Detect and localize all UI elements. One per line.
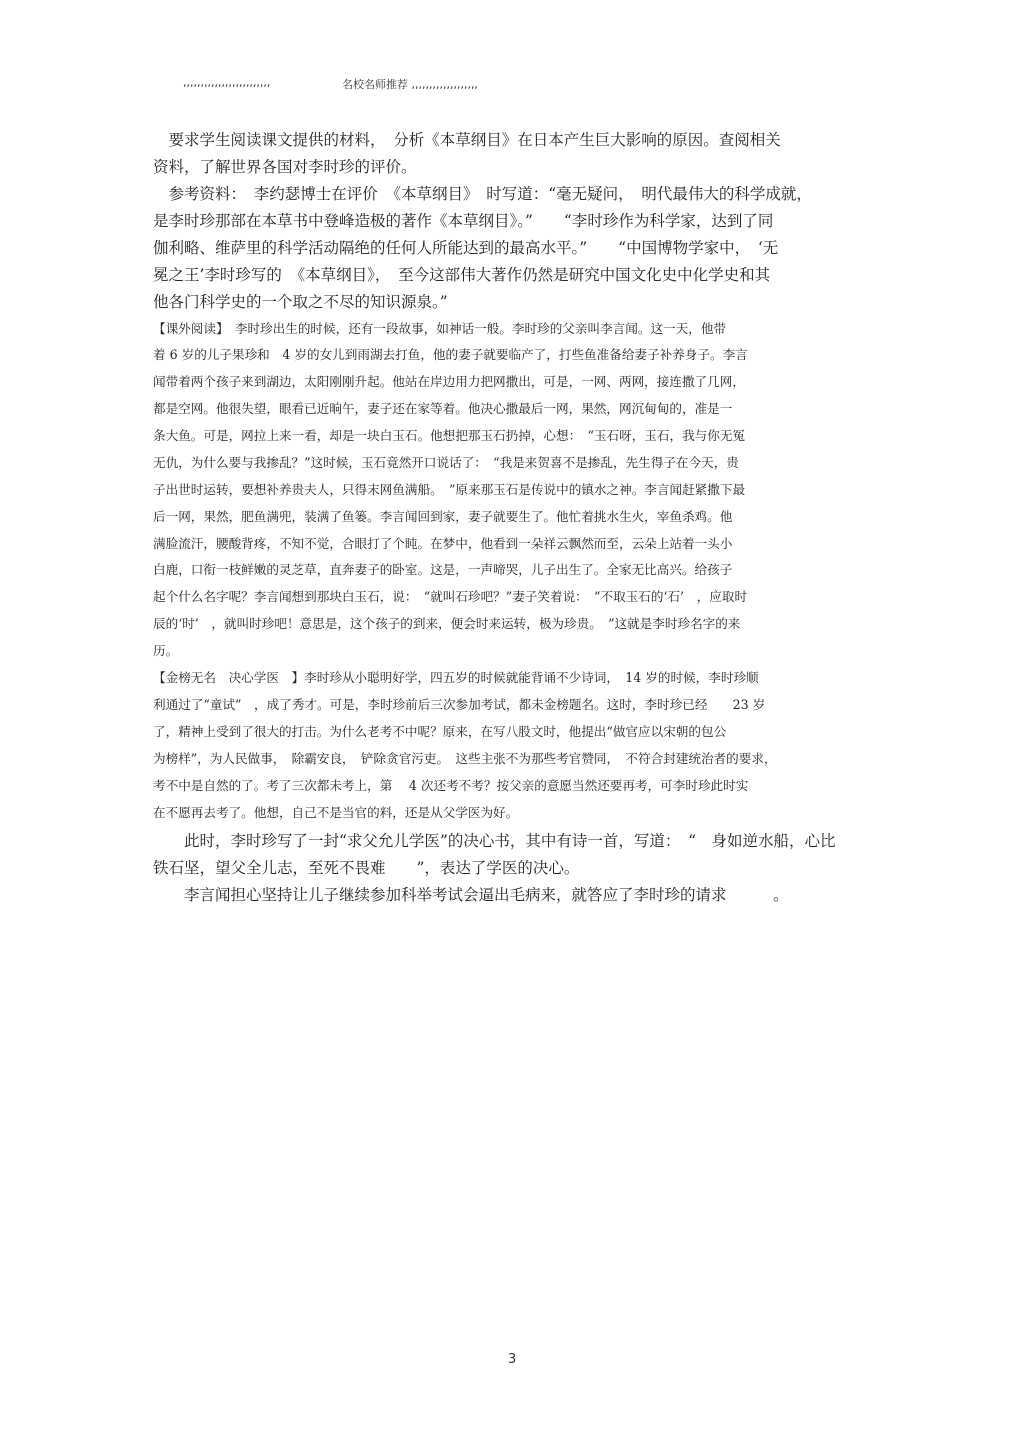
text-line: 起个什么名字呢？李言闻想到那块白玉石，说： “就叫石珍吧？”妻子笑着说： “不取玉石的‘石’ ，应取时 bbox=[153, 589, 748, 604]
text-line: 无仇，为什么要与我掺乱？”这时候，玉石竟然开口说话了： “我是来贺喜不是掺乱，先生得子在今天，贵 bbox=[153, 455, 739, 470]
text-line: 利通过了“童试” ，成了秀才。可是，李时珍前后三次参加考试，都未金榜题名。这时，李时珍已经 23 岁 bbox=[153, 697, 766, 712]
text-line: 冕之王’李时珍写的 《本草纲目》， 至今这部伟大著作仍然是研究中国文化史中化学史和其 bbox=[153, 266, 771, 284]
text-line: 历。 bbox=[153, 643, 179, 658]
text-line: 铁石坚，望父全儿志，至死不畏难 ”，表达了学医的决心。 bbox=[153, 859, 580, 877]
text-line: 都是空网。他很失望，眼看已近晌午，妻子还在家等着。他决心撒最后一网，果然，网沉甸甸的，准是一 bbox=[153, 401, 733, 416]
text-line: 了，精神上受到了很大的打击。为什么老考不中呢？原来，在写八股文时，他提出“做官应以宋朝的包公 bbox=[153, 724, 727, 739]
page-number: 3 bbox=[508, 1352, 517, 1367]
text-line: 闻带着两个孩子来到湖边，太阳刚刚升起。他站在岸边用力把网撒出，可是，一网、两网，接连撒了几网， bbox=[153, 374, 745, 389]
text-line: 要求学生阅读课文提供的材料， 分析《本草纲目》在日本产生巨大影响的原因。查阅相关 bbox=[153, 131, 781, 149]
text-line: 是李时珍那部在本草书中登峰造极的著作《本草纲目》。” “李时珍作为科学家，达到了同 bbox=[153, 212, 774, 230]
header-left-marks: ,,,,,,,,,,,,,,,,,,,,,,,,, bbox=[183, 76, 271, 89]
text-line: 在不愿再去考了。他想，自己不是当官的料，还是从父学医为好。 bbox=[153, 805, 519, 820]
text-line: 考不中是自然的了。考了三次都未考上，第 4 次还考不考？按父亲的意愿当然还要再考，可李时珍此时实 bbox=[153, 778, 749, 793]
text-line: 此时，李时珍写了一封“求父允儿学医”的决心书，其中有诗一首，写道： “ 身如逆水船，心比 bbox=[153, 832, 836, 850]
text-line: 【金榜无名 决心学医 】李时珍从小聪明好学，四五岁的时候就能背诵不少诗词， 14 岁的时候，李时珍顺 bbox=[153, 670, 759, 685]
text-line: 他各门科学史的一个取之不尽的知识源泉。” bbox=[153, 293, 448, 311]
text-line: 为榜样”，为人民做事， 除霸安良， 铲除贪官污吏。 这些主张不为那些考官赞同， 不符合封建统治者的要求， bbox=[153, 751, 777, 766]
text-line: 满脸流汗，腰酸背疼，不知不觉，合眼打了个盹。在梦中，他看到一朵祥云飘然而至，云朵上站着一头小 bbox=[153, 536, 733, 551]
text-line: 后一网，果然，肥鱼满兜，装满了鱼篓。李言闻回到家，妻子就要生了。他忙着挑水生火，宰鱼杀鸡。他 bbox=[153, 509, 733, 524]
text-line: 参考资料： 李约瑟博士在评价 《本草纲目》 时写道：“毫无疑问， 明代最伟大的科学成就， bbox=[153, 185, 812, 203]
text-line: 李言闻担心坚持让儿子继续参加科举考试会逼出毛病来，就答应了李时珍的请求 。 bbox=[153, 886, 789, 904]
text-line: 【课外阅读】 李时珍出生的时候，还有一段故事，如神话一般。李时珍的父亲叫李言闻。这一天，他带 bbox=[153, 321, 727, 336]
text-line: 白鹿，口衔一枝鲜嫩的灵芝草，直奔妻子的卧室。这是，一声啼哭，儿子出生了。全家无比高兴。给孩子 bbox=[153, 562, 733, 577]
text-line: 着 6 岁的儿子果珍和 4 岁的女儿到雨湖去打鱼，他的妻子就要临产了，打些鱼准备给妻子补养身子。李言 bbox=[153, 347, 748, 362]
text-line: 条大鱼。可是，网拉上来一看，却是一块白玉石。他想把那玉石扔掉，心想： “玉石呀，玉石，我与你无冤 bbox=[153, 428, 746, 443]
text-line: 资料，了解世界各国对李时珍的评价。 bbox=[153, 158, 417, 176]
text-line: 辰的‘时’ ，就叫时珍吧！意思是，这个孩子的到来，便会时来运转，极为珍贵。 ”这就是李时珍名字的来 bbox=[153, 616, 741, 631]
text-line: 伽利略、维萨里的科学活动隔绝的任何人所能达到的最高水平。” “中国博物学家中， ‘无 bbox=[153, 239, 779, 257]
header-title: 名校名师推荐 ,,,,,,,,,,,,,,,,,,, bbox=[342, 78, 478, 91]
text-line: 子出世时运转，要想补养贵夫人，只得末网鱼满船。 ”原来那玉石是传说中的镇水之神。李言闻赶紧撒下最 bbox=[153, 482, 746, 497]
